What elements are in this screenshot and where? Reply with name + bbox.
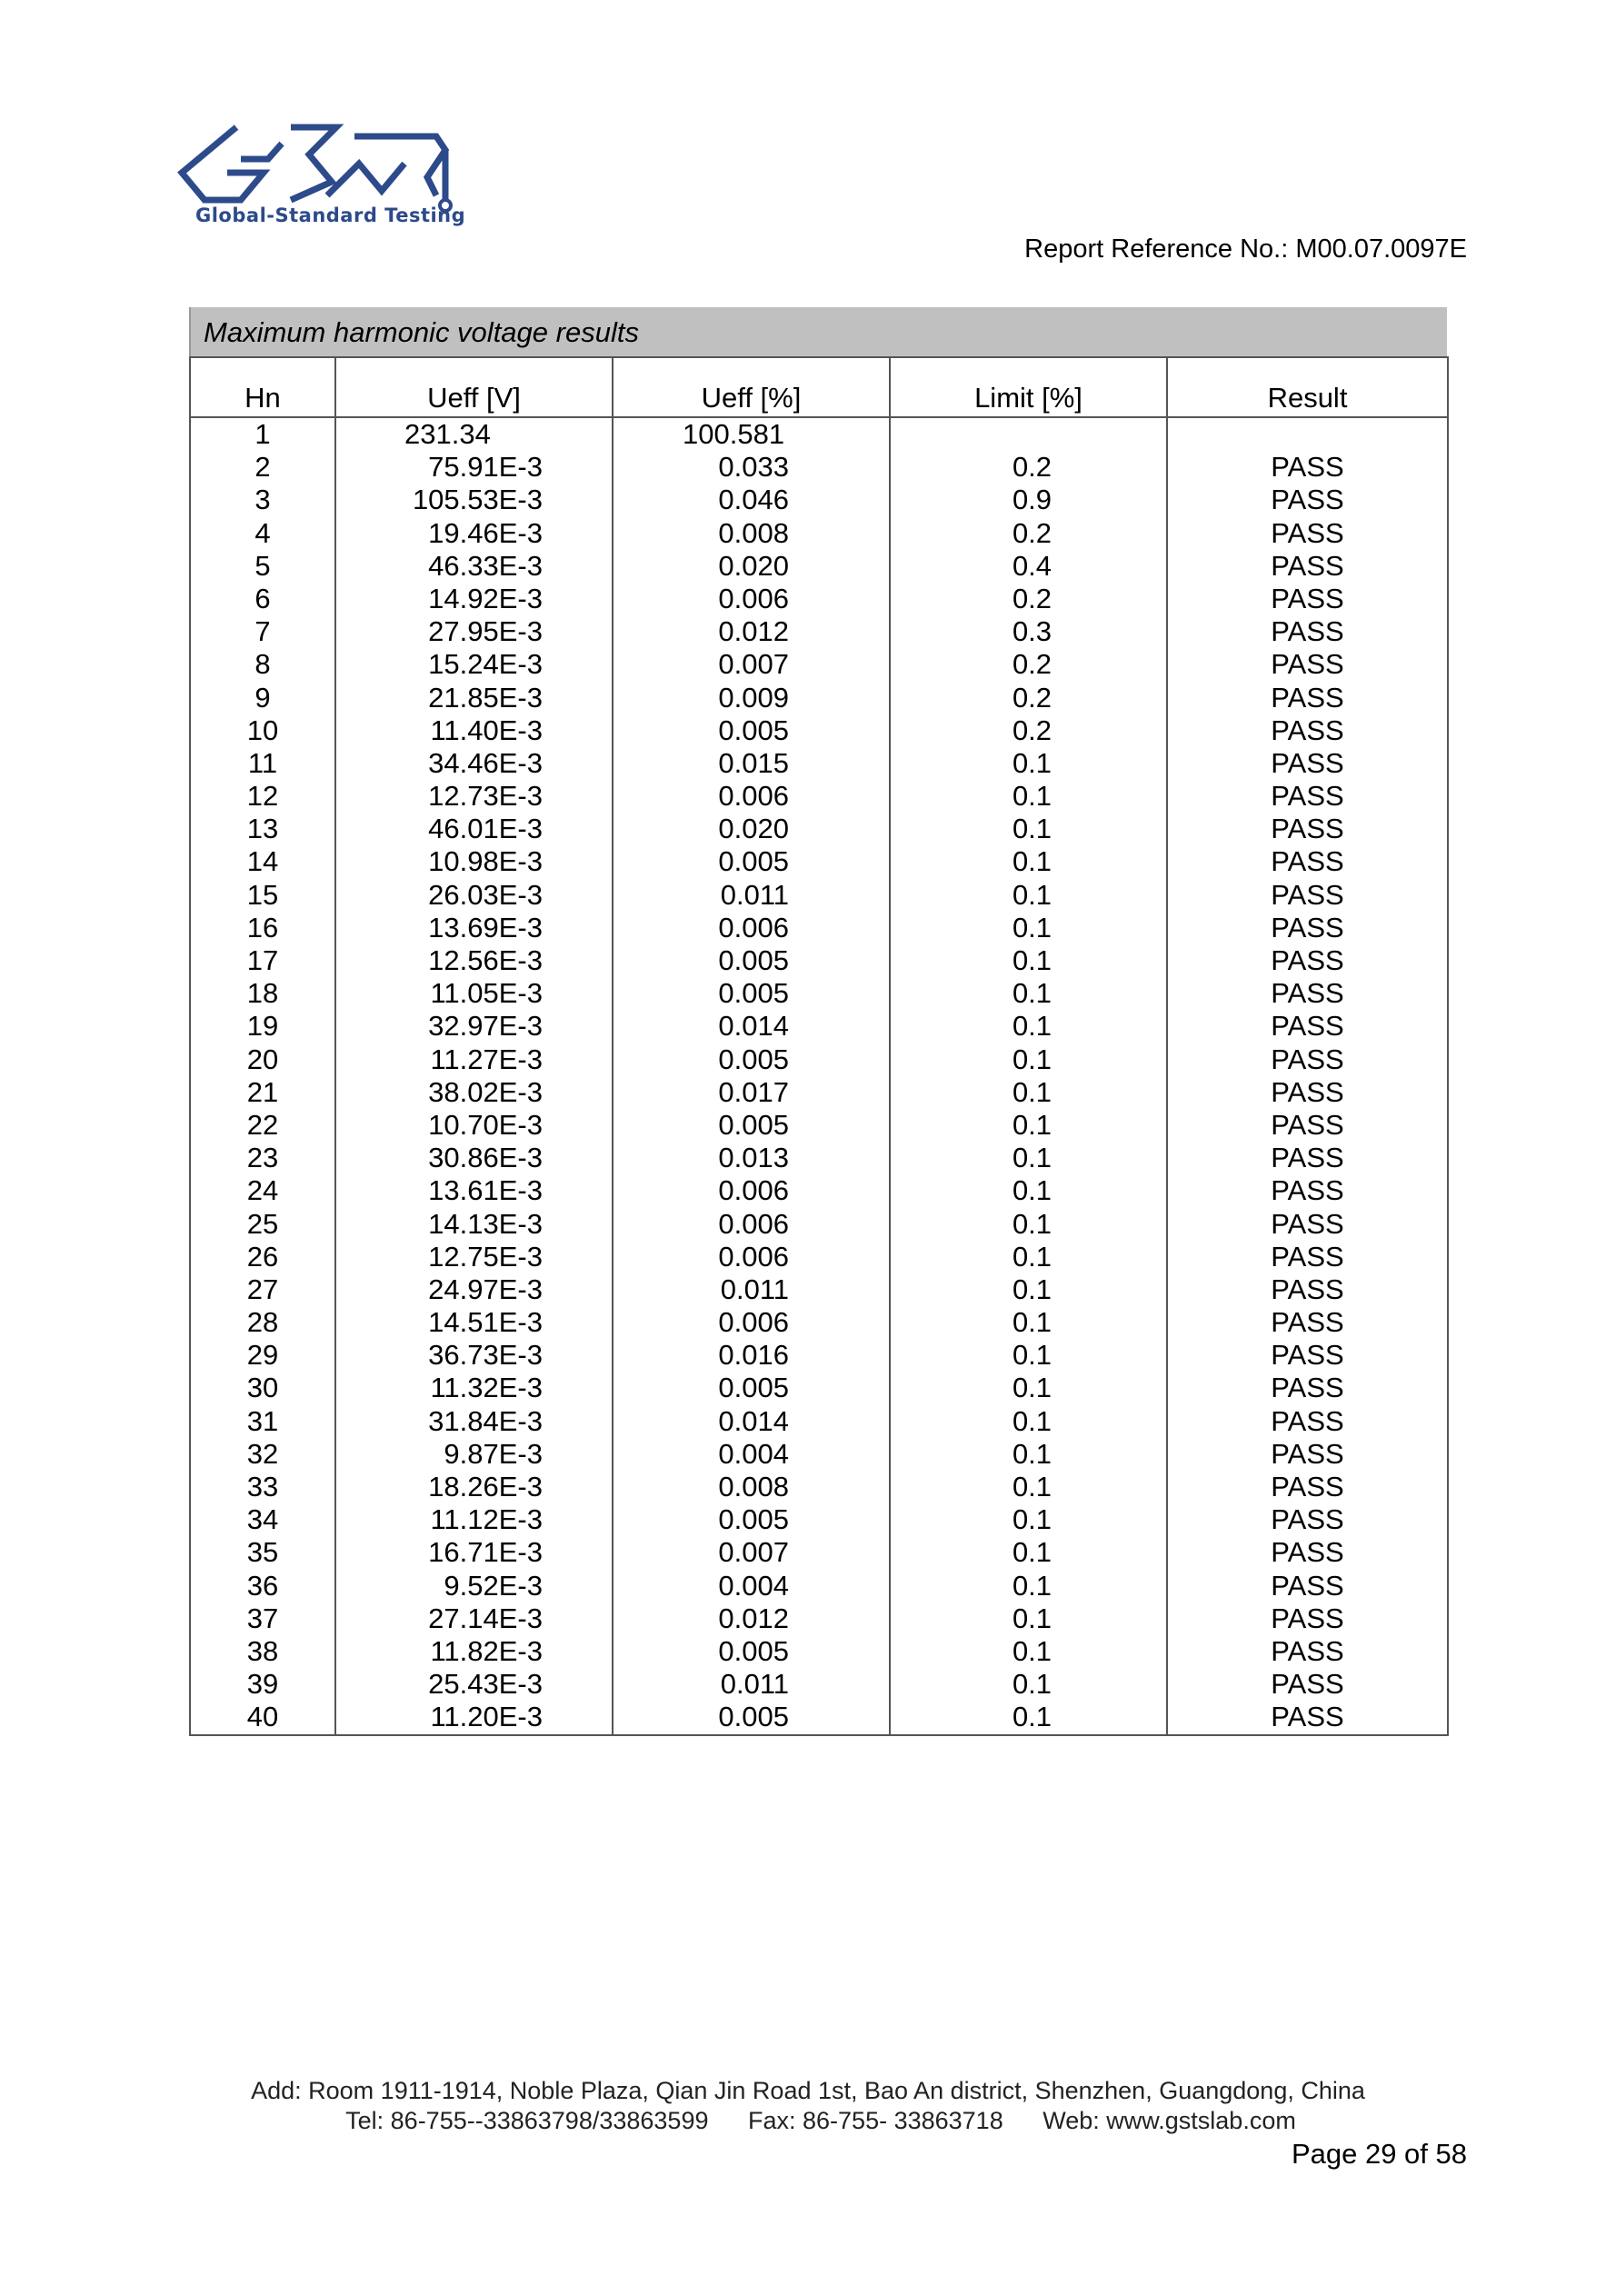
table-cell-ueff-pct: 0.005: [718, 714, 789, 746]
table-cell-limit-pct: 0.2: [1012, 451, 1052, 484]
table-cell-ueff-v: 14.13E-3: [428, 1207, 543, 1240]
table-cell-result: PASS: [1271, 1372, 1344, 1404]
table-cell-ueff-pct: 0.006: [718, 582, 789, 614]
table-cell-hn: 30: [246, 1372, 279, 1404]
table-cell-hn: 19: [246, 1010, 279, 1043]
table-cell-hn: 7: [254, 615, 271, 648]
table-cell-result: PASS: [1271, 1174, 1344, 1207]
table-cell-result: [1168, 418, 1447, 451]
table-cell-ueff-pct: 0.008: [718, 516, 789, 549]
table-cell-ueff-pct: 0.015: [718, 746, 789, 779]
table-cell-ueff-v: 13.61E-3: [428, 1174, 543, 1207]
section-title: Maximum harmonic voltage results: [204, 316, 639, 348]
table-cell-hn: 15: [246, 878, 279, 911]
table-cell-result: PASS: [1271, 648, 1344, 681]
table-cell-result: PASS: [1271, 1569, 1344, 1602]
column-header-ueff-pct: Ueff [%]: [613, 357, 890, 417]
column-header-limit: Limit [%]: [890, 357, 1167, 417]
table-cell-ueff-pct: 0.033: [718, 451, 789, 484]
table-cell-ueff-v: 14.51E-3: [428, 1306, 543, 1339]
table-cell-result: PASS: [1271, 1010, 1344, 1043]
table-cell-ueff-v: 9.52E-3: [444, 1569, 543, 1602]
table-cell-ueff-v: 46.33E-3: [428, 549, 543, 582]
table-cell-ueff-pct: 0.004: [718, 1569, 789, 1602]
table-cell-result: PASS: [1271, 845, 1344, 878]
table-cell-ueff-pct: 0.005: [718, 1634, 789, 1667]
table-cell-limit-pct: 0.1: [1012, 1536, 1052, 1569]
table-cell-ueff-v: 18.26E-3: [428, 1471, 543, 1502]
table-cell-hn: 3: [254, 484, 271, 516]
table-cell-ueff-v: 11.82E-3: [430, 1634, 543, 1667]
table-cell-ueff-pct: 0.020: [718, 549, 789, 582]
table-cell-result: PASS: [1271, 451, 1344, 484]
table-cell-ueff-pct: 0.017: [718, 1075, 789, 1108]
table-cell-ueff-pct: 0.004: [718, 1437, 789, 1470]
logo-text: Global-Standard Testing: [195, 205, 466, 226]
table-cell-hn: 4: [254, 516, 271, 549]
table-cell-ueff-v: 38.02E-3: [428, 1075, 543, 1108]
ueff-pct-column: [613, 417, 890, 1735]
table-cell-ueff-pct: 0.005: [718, 1701, 789, 1733]
table-cell-result: PASS: [1271, 1306, 1344, 1339]
table-cell-result: PASS: [1271, 911, 1344, 943]
table-cell-limit-pct: 0.1: [1012, 1701, 1052, 1733]
table-cell-ueff-v: 10.70E-3: [428, 1108, 543, 1141]
table-cell-hn: 37: [246, 1602, 279, 1634]
table-cell-hn: 2: [254, 451, 271, 484]
table-cell-result: PASS: [1271, 1634, 1344, 1667]
table-cell-ueff-v: 30.86E-3: [428, 1142, 543, 1174]
table-cell-result: PASS: [1271, 1503, 1344, 1536]
table-cell-hn: 22: [246, 1108, 279, 1141]
table-cell-limit-pct: 0.1: [1012, 1273, 1052, 1305]
table-cell-limit-pct: 0.2: [1012, 516, 1052, 549]
table-cell-limit-pct: 0.1: [1012, 845, 1052, 878]
table-cell-result: PASS: [1271, 1404, 1344, 1437]
table-cell-limit-pct: 0.1: [1012, 1569, 1052, 1602]
table-cell-limit-pct: 0.1: [1012, 1306, 1052, 1339]
table-cell-result: PASS: [1271, 1108, 1344, 1141]
table-cell-ueff-pct: 100.581: [683, 418, 785, 450]
table-cell-ueff-pct: 0.006: [718, 1174, 789, 1207]
table-cell-ueff-pct: 0.009: [718, 681, 789, 714]
table-cell-ueff-v: 15.24E-3: [428, 648, 543, 681]
table-cell-ueff-pct: 0.005: [718, 977, 789, 1010]
table-cell-limit-pct: 0.9: [1012, 484, 1052, 516]
table-cell-ueff-v: 27.14E-3: [428, 1602, 543, 1634]
table-cell-result: PASS: [1271, 746, 1344, 779]
table-cell-limit-pct: 0.1: [1012, 1471, 1052, 1502]
table-cell-ueff-v: 25.43E-3: [428, 1668, 543, 1701]
table-cell-hn: 33: [246, 1471, 279, 1502]
table-cell-limit-pct: 0.1: [1012, 1043, 1052, 1075]
table-cell-limit-pct: 0.1: [1012, 1634, 1052, 1667]
table-cell-ueff-v: 231.34: [404, 418, 491, 450]
table-cell-hn: 16: [246, 911, 279, 943]
table-cell-limit-pct: 0.1: [1012, 878, 1052, 911]
table-cell-ueff-pct: 0.006: [718, 1207, 789, 1240]
footer-web: Web: www.gstslab.com: [1042, 2107, 1296, 2134]
table-cell-result: PASS: [1271, 1339, 1344, 1372]
table-cell-ueff-pct: 0.005: [718, 1503, 789, 1536]
table-cell-limit-pct: 0.1: [1012, 780, 1052, 813]
table-cell-ueff-v: 24.97E-3: [428, 1273, 543, 1305]
table-cell-ueff-pct: 0.007: [718, 1536, 789, 1569]
table-cell-hn: 9: [254, 681, 271, 714]
table-cell-hn: 13: [246, 813, 279, 845]
table-cell-ueff-v: 12.75E-3: [428, 1240, 543, 1273]
table-cell-ueff-pct: 0.006: [718, 1306, 789, 1339]
table-cell-ueff-v: 75.91E-3: [428, 451, 543, 484]
table-cell-hn: 39: [246, 1668, 279, 1701]
table-cell-ueff-v: 11.20E-3: [430, 1701, 543, 1733]
table-cell-result: PASS: [1271, 1602, 1344, 1634]
table-cell-hn: 32: [246, 1437, 279, 1470]
table-cell-result: PASS: [1271, 1043, 1344, 1075]
table-cell-hn: 24: [246, 1174, 279, 1207]
table-cell-limit-pct: 0.1: [1012, 746, 1052, 779]
table-cell-ueff-pct: 0.006: [718, 1240, 789, 1273]
table-cell-ueff-v: 12.56E-3: [428, 944, 543, 976]
table-cell-ueff-v: 26.03E-3: [428, 878, 543, 911]
column-header-ueff-v: Ueff [V]: [335, 357, 613, 417]
table-cell-ueff-pct: 0.008: [718, 1471, 789, 1502]
table-cell-ueff-pct: 0.005: [718, 944, 789, 976]
table-cell-ueff-v: 11.32E-3: [430, 1372, 543, 1404]
table-cell-ueff-v: 34.46E-3: [428, 746, 543, 779]
table-cell-ueff-pct: 0.011: [720, 1273, 789, 1305]
table-cell-result: PASS: [1271, 1273, 1344, 1305]
table-cell-limit-pct: 0.1: [1012, 1207, 1052, 1240]
table-cell-ueff-v: 16.71E-3: [428, 1536, 543, 1569]
table-cell-limit-pct: [891, 418, 1166, 451]
table-cell-limit-pct: 0.1: [1012, 1668, 1052, 1701]
table-cell-ueff-pct: 0.013: [718, 1142, 789, 1174]
table-cell-result: PASS: [1271, 780, 1344, 813]
table-cell-limit-pct: 0.1: [1012, 1174, 1052, 1207]
table-cell-result: PASS: [1271, 1668, 1344, 1701]
table-cell-ueff-pct: 0.006: [718, 911, 789, 943]
table-cell-ueff-v: 27.95E-3: [428, 615, 543, 648]
table-cell-ueff-pct: 0.011: [720, 878, 789, 911]
table-cell-limit-pct: 0.1: [1012, 911, 1052, 943]
table-cell-result: PASS: [1271, 944, 1344, 976]
table-cell-limit-pct: 0.1: [1012, 1503, 1052, 1536]
table-cell-result: PASS: [1271, 1142, 1344, 1174]
harmonic-results-table: [189, 356, 1447, 1736]
table-cell-ueff-pct: 0.005: [718, 1043, 789, 1075]
table-cell-hn: 25: [246, 1207, 279, 1240]
table-cell-ueff-v: 11.12E-3: [430, 1503, 543, 1536]
table-cell-limit-pct: 0.2: [1012, 582, 1052, 614]
table-cell-ueff-v: 9.87E-3: [444, 1437, 543, 1470]
footer-contact: [0, 2107, 1616, 2135]
result-column: [1167, 417, 1448, 1735]
table-cell-result: PASS: [1271, 1437, 1344, 1470]
table-cell-result: PASS: [1271, 1701, 1344, 1733]
table-cell-hn: 20: [246, 1043, 279, 1075]
table-cell-ueff-v: 36.73E-3: [428, 1339, 543, 1372]
table-cell-limit-pct: 0.3: [1012, 615, 1052, 648]
table-cell-hn: 29: [246, 1339, 279, 1372]
table-cell-ueff-pct: 0.011: [720, 1668, 789, 1701]
table-cell-hn: 34: [246, 1503, 279, 1536]
table-cell-hn: 21: [246, 1075, 279, 1108]
table-cell-hn: 5: [254, 549, 271, 582]
table-cell-ueff-pct: 0.006: [718, 780, 789, 813]
hn-column: [190, 417, 335, 1735]
table-cell-result: PASS: [1271, 582, 1344, 614]
table-cell-hn: 27: [246, 1273, 279, 1305]
table-cell-limit-pct: 0.1: [1012, 1075, 1052, 1108]
table-cell-result: PASS: [1271, 1240, 1344, 1273]
table-cell-limit-pct: 0.1: [1012, 977, 1052, 1010]
limit-column: [890, 417, 1167, 1735]
table-cell-ueff-v: 105.53E-3: [412, 484, 543, 516]
table-cell-limit-pct: 0.1: [1012, 1339, 1052, 1372]
table-cell-hn: 26: [246, 1240, 279, 1273]
ueff-v-column: [335, 417, 613, 1735]
footer-tel: Tel: 86-755--33863798/33863599: [345, 2107, 709, 2134]
table-cell-ueff-pct: 0.014: [718, 1404, 789, 1437]
table-cell-result: PASS: [1271, 1207, 1344, 1240]
table-cell-ueff-v: 11.27E-3: [430, 1043, 543, 1075]
table-cell-result: PASS: [1271, 615, 1344, 648]
table-body-row: [190, 417, 1448, 1735]
table-cell-limit-pct: 0.1: [1012, 1372, 1052, 1404]
table-cell-result: PASS: [1271, 977, 1344, 1010]
table-cell-limit-pct: 0.1: [1012, 1108, 1052, 1141]
page-number: Page 29 of 58: [1291, 2138, 1467, 2170]
table-cell-limit-pct: 0.2: [1012, 714, 1052, 746]
table-cell-hn: 28: [246, 1306, 279, 1339]
table-cell-limit-pct: 0.2: [1012, 648, 1052, 681]
table-cell-hn: 18: [246, 977, 279, 1010]
table-cell-ueff-v: 14.92E-3: [428, 582, 543, 614]
table-cell-limit-pct: 0.2: [1012, 681, 1052, 714]
section-header: [189, 307, 1447, 357]
table-cell-ueff-pct: 0.005: [718, 845, 789, 878]
table-cell-ueff-v: 31.84E-3: [428, 1404, 543, 1437]
table-header-row: [190, 357, 1448, 417]
table-cell-limit-pct: 0.1: [1012, 1142, 1052, 1174]
footer-fax: Fax: 86-755- 33863718: [748, 2107, 1003, 2134]
table-cell-ueff-pct: 0.005: [718, 1108, 789, 1141]
table-cell-ueff-pct: 0.012: [718, 615, 789, 648]
table-cell-ueff-pct: 0.014: [718, 1010, 789, 1043]
table-cell-limit-pct: 0.1: [1012, 1010, 1052, 1043]
table-cell-result: PASS: [1271, 484, 1344, 516]
table-cell-ueff-v: 10.98E-3: [428, 845, 543, 878]
table-cell-hn: 36: [246, 1569, 279, 1602]
table-cell-hn: 11: [247, 746, 278, 779]
table-cell-hn: 1: [254, 418, 271, 450]
table-cell-ueff-v: 12.73E-3: [428, 780, 543, 813]
table-cell-ueff-v: 19.46E-3: [428, 516, 543, 549]
table-cell-ueff-v: 11.05E-3: [430, 977, 543, 1010]
table-cell-limit-pct: 0.1: [1012, 1602, 1052, 1634]
table-cell-ueff-v: 32.97E-3: [428, 1010, 543, 1043]
table-cell-hn: 12: [246, 780, 279, 813]
table-cell-ueff-v: 21.85E-3: [428, 681, 543, 714]
table-cell-ueff-pct: 0.016: [718, 1339, 789, 1372]
table-cell-hn: 31: [246, 1404, 279, 1437]
table-cell-limit-pct: 0.1: [1012, 813, 1052, 845]
table-cell-limit-pct: 0.1: [1012, 1240, 1052, 1273]
table-cell-hn: 40: [246, 1701, 279, 1733]
table-cell-hn: 17: [246, 944, 279, 976]
table-cell-limit-pct: 0.1: [1012, 1404, 1052, 1437]
table-cell-hn: 10: [246, 714, 279, 746]
table-cell-ueff-v: 46.01E-3: [428, 813, 543, 845]
footer-address: Add: Room 1911-1914, Noble Plaza, Qian Jin Road 1st, Bao An district, Shenzhen, Guangdong, China: [251, 2077, 1365, 2104]
table-cell-hn: 23: [246, 1142, 279, 1174]
table-cell-ueff-pct: 0.020: [718, 813, 789, 845]
table-cell-result: PASS: [1271, 516, 1344, 549]
table-cell-result: PASS: [1271, 1471, 1344, 1502]
table-cell-ueff-pct: 0.007: [718, 648, 789, 681]
table-cell-limit-pct: 0.1: [1012, 944, 1052, 976]
table-cell-result: PASS: [1271, 714, 1344, 746]
table-cell-result: PASS: [1271, 878, 1344, 911]
table-cell-limit-pct: 0.1: [1012, 1437, 1052, 1470]
table-cell-result: PASS: [1271, 1075, 1344, 1108]
table-cell-result: PASS: [1271, 813, 1344, 845]
table-cell-ueff-v: 13.69E-3: [428, 911, 543, 943]
table-cell-result: PASS: [1271, 681, 1344, 714]
table-cell-hn: 14: [246, 845, 279, 878]
table-cell-hn: 8: [254, 648, 271, 681]
table-cell-result: PASS: [1271, 549, 1344, 582]
table-cell-result: PASS: [1271, 1536, 1344, 1569]
column-header-result: Result: [1167, 357, 1448, 417]
table-cell-hn: 35: [246, 1536, 279, 1569]
table-cell-limit-pct: 0.4: [1012, 549, 1052, 582]
table-cell-ueff-pct: 0.005: [718, 1372, 789, 1404]
table-cell-hn: 38: [246, 1634, 279, 1667]
table-cell-hn: 6: [254, 582, 271, 614]
report-reference: Report Reference No.: M00.07.0097E: [1024, 235, 1467, 264]
table-cell-ueff-pct: 0.046: [718, 484, 789, 516]
table-cell-ueff-v: 11.40E-3: [430, 714, 543, 746]
column-header-hn: Hn: [190, 357, 335, 417]
table-cell-ueff-pct: 0.012: [718, 1602, 789, 1634]
